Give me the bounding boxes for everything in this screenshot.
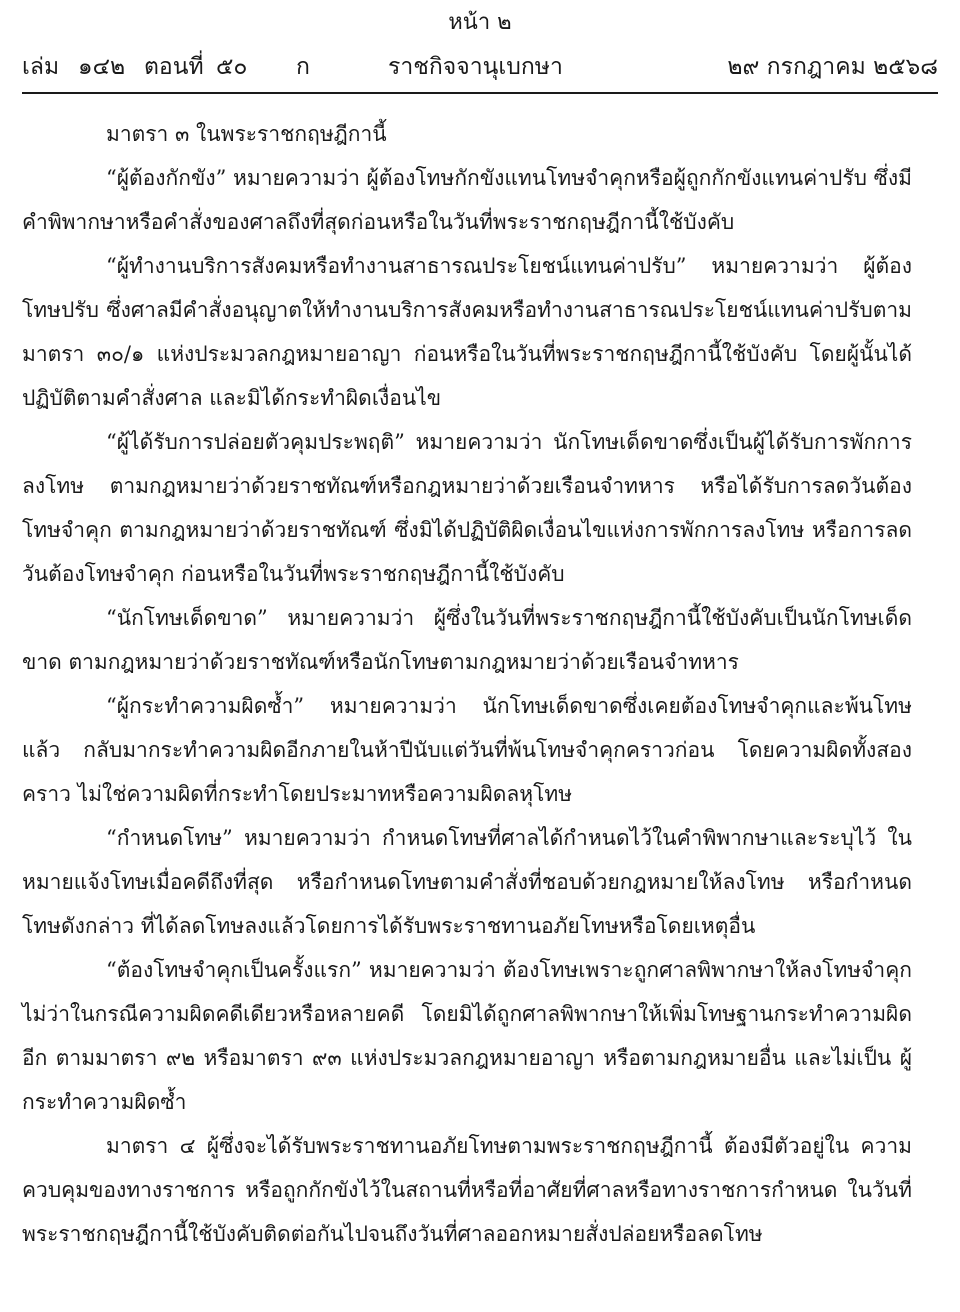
- publication-date: ๒๙ กรกฎาคม ๒๕๖๘: [727, 54, 938, 80]
- gazette-header: [22, 50, 938, 84]
- definition-first-imprisonment: “ต้องโทษจำคุกเป็นครั้งแรก” หมายความว่า ต้องโทษเพราะถูกศาลพิพากษาให้ลงโทษจำคุก ไม่ว่าในกรณีความผิดคดีเดียวหรือหลายคดี โดยมิได้ถูกศาลพิพากษาให้เพิ่มโทษฐานกระทำความผิดอีก ตามมาตรา ๙๒ หรือมาตรา ๙๓ แห่งประมวลกฎหมายอาญา หรือตามกฎหมายอื่น และไม่เป็น ผู้กระทำความผิดซ้ำ: [22, 958, 912, 1114]
- section-3-heading: มาตรา ๓ ในพระราชกฤษฎีกานี้: [106, 122, 387, 146]
- definition-detainee: “ผู้ต้องกักขัง” หมายความว่า ผู้ต้องโทษกักขังแทนโทษจำคุกหรือผู้ถูกกักขังแทนค่าปรับ ซึ่งมีคำพิพากษาหรือคำสั่งของศาลถึงที่สุดก่อนหรือในวันที่พระราชกฤษฎีกานี้ใช้บังคับ: [22, 166, 912, 234]
- definition-sentence-term: “กำหนดโทษ” หมายความว่า กำหนดโทษที่ศาลได้กำหนดไว้ในคำพิพากษาและระบุไว้ ในหมายแจ้งโทษเมื่อคดีถึงที่สุด หรือกำหนดโทษตามคำสั่งที่ชอบด้วยกฎหมายให้ลงโทษ หรือกำหนดโทษดังกล่าว ที่ได้ลดโทษลงแล้วโดยการได้รับพระราชทานอภัยโทษหรือโดยเหตุอื่น: [22, 826, 912, 938]
- page-number: หน้า ๒: [448, 10, 512, 35]
- document-body: [22, 112, 912, 1256]
- issue-number: ๕๐: [216, 54, 248, 80]
- volume-number: ๑๔๒: [78, 54, 126, 80]
- volume-label: เล่ม: [22, 54, 60, 80]
- issue-label: ตอนที่: [144, 54, 204, 80]
- definition-repeat-offender: “ผู้กระทำความผิดซ้ำ” หมายความว่า นักโทษเด็ดขาดซึ่งเคยต้องโทษจำคุกและพ้นโทษแล้ว กลับมากระทำความผิดอีกภายในห้าปีนับแต่วันที่พ้นโทษจำคุกคราวก่อน โดยความผิดทั้งสองคราว ไม่ใช่ความผิดที่กระทำโดยประมาทหรือความผิดลหุโทษ: [22, 694, 912, 806]
- section-4-paragraph: มาตรา ๔ ผู้ซึ่งจะได้รับพระราชทานอภัยโทษตามพระราชกฤษฎีกานี้ ต้องมีตัวอยู่ใน ความควบคุมของทางราชการ หรือถูกกักขังไว้ในสถานที่หรือที่อาศัยที่ศาลหรือทางราชการกำหนด ในวันที่พระราชกฤษฎีกานี้ใช้บังคับติดต่อกันไปจนถึงวันที่ศาลออกหมายสั่งปล่อยหรือลดโทษ: [22, 1134, 912, 1246]
- section-letter: ก: [296, 54, 310, 80]
- journal-name: ราชกิจจานุเบกษา: [388, 54, 563, 80]
- definition-parolee: “ผู้ได้รับการปล่อยตัวคุมประพฤติ” หมายความว่า นักโทษเด็ดขาดซึ่งเป็นผู้ได้รับการพักการลงโทษ ตามกฎหมายว่าด้วยราชทัณฑ์หรือกฎหมายว่าด้วยเรือนจำทหาร หรือได้รับการลดวันต้องโทษจำคุก ตามกฎหมายว่าด้วยราชทัณฑ์ ซึ่งมิได้ปฏิบัติผิดเงื่อนไขแห่งการพักการลงโทษ หรือการลดวันต้องโทษจำคุก ก่อนหรือในวันที่พระราชกฤษฎีกานี้ใช้บังคับ: [22, 430, 912, 586]
- header-divider: [22, 92, 938, 94]
- definition-community-service: “ผู้ทำงานบริการสังคมหรือทำงานสาธารณประโยชน์แทนค่าปรับ” หมายความว่า ผู้ต้องโทษปรับ ซึ่งศาลมีคำสั่งอนุญาตให้ทำงานบริการสังคมหรือทำงานสาธารณประโยชน์แทนค่าปรับตามมาตรา ๓๐/๑ แห่งประมวลกฎหมายอาญา ก่อนหรือในวันที่พระราชกฤษฎีกานี้ใช้บังคับ โดยผู้นั้นได้ปฏิบัติตามคำสั่งศาล และมิได้กระทำผิดเงื่อนไข: [22, 254, 912, 410]
- definition-convicted-prisoner: “นักโทษเด็ดขาด” หมายความว่า ผู้ซึ่งในวันที่พระราชกฤษฎีกานี้ใช้บังคับเป็นนักโทษเด็ดขาด ตามกฎหมายว่าด้วยราชทัณฑ์หรือนักโทษตามกฎหมายว่าด้วยเรือนจำทหาร: [22, 606, 912, 674]
